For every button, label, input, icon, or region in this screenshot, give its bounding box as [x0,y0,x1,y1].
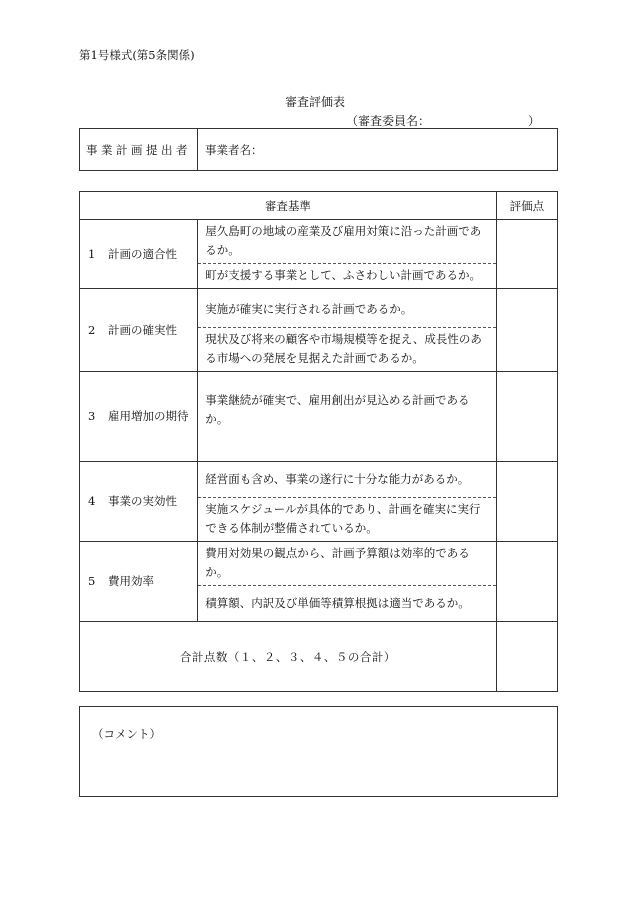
category-label [80,289,198,372]
score-header: 評価点 [496,192,557,220]
criteria-table [79,191,558,692]
criteria-cell [198,372,497,462]
total-row [80,622,558,692]
score-cell[interactable] [496,542,557,622]
table-header-row [80,192,558,220]
comment-label: （コメント） [92,727,161,741]
business-name-field[interactable] [198,129,558,171]
comment-box[interactable] [79,706,558,797]
criterion-item: 実施スケジュールが具体的であり、計画を確実に実行できる体制が整備されているか。 [198,497,496,541]
score-cell[interactable] [496,462,557,542]
category-number: 2 [88,322,96,337]
category-label [80,542,198,622]
category-number: 1 [88,246,96,261]
criteria-cell [198,542,497,622]
criterion-item: 積算額、内訳及び単価等積算根拠は適当であるか。 [198,585,496,621]
score-cell[interactable] [496,289,557,372]
category-label [80,372,198,462]
criterion-item: 経営面も含め、事業の遂行に十分な能力があるか。 [205,472,470,486]
category-row [80,220,558,289]
category-number: 4 [88,494,96,508]
category-row [80,462,558,542]
category-number: 3 [88,409,96,423]
applicant-table [79,128,558,171]
total-label: 合計点数（１、２、３、４、５の合計） [80,622,497,692]
category-name: 計画の適合性 [108,246,177,261]
category-row [80,289,558,372]
category-row [80,542,558,622]
applicant-label: 事業計画提出者 [80,129,198,171]
category-name: 計画の確実性 [108,322,177,337]
total-score-cell[interactable] [496,622,557,692]
document-title: 審査評価表 [284,95,345,109]
business-name-label: 事業者名： [205,142,263,157]
criterion-item: 町が支援する事業として、ふさわしい計画であるか。 [198,263,496,288]
reviewer-label: （審査委員名： [346,114,431,128]
category-row [80,372,558,462]
criterion-item: 事業継続が確実で、雇用創出が見込める計画であるか。 [205,393,470,426]
reviewer-close: ） [528,114,541,128]
category-name: 費用効率 [108,574,154,588]
criteria-cell [198,289,497,372]
reviewer-name-line [346,112,540,129]
form-number: 第1号様式(第5条関係) [79,48,195,62]
criteria-cell [198,462,497,542]
category-label [80,220,198,289]
score-cell[interactable] [496,372,557,462]
criterion-item: 実施が確実に実行される計画であるか。 [205,302,413,316]
criterion-item: 屋久島町の地域の産業及び雇用対策に沿った計画であるか。 [205,224,482,257]
category-name: 事業の実効性 [108,494,177,508]
score-cell[interactable] [496,220,557,289]
criterion-item: 現状及び将来の顧客や市場規模等を捉え、成長性のある市場への発展を見据えた計画であるか。 [198,327,496,371]
category-name: 雇用増加の期待 [108,409,189,423]
criterion-item: 費用対効果の観点から、計画予算額は効率的であるか。 [205,546,470,579]
criteria-cell [198,220,497,289]
criteria-header: 審査基準 [80,192,497,220]
category-label [80,462,198,542]
category-number: 5 [88,574,96,588]
